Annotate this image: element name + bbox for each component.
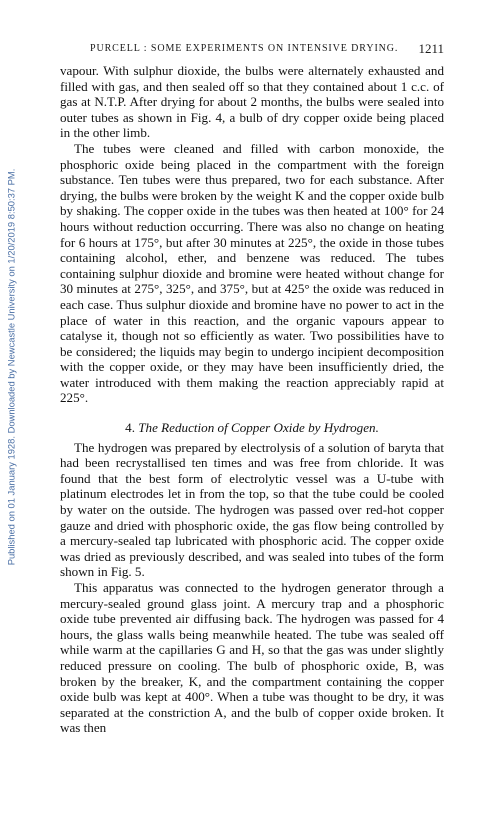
article-body bbox=[60, 63, 444, 736]
paragraph: This apparatus was connected to the hydrogen generator through a mercury-sealed ground glass joint. A mercury trap and a phosphoric oxide tube prevented air diffusing back. The hydrogen was passed for 4 hours, the glass walls being meanwhile heated. The tube was sealed off while warm at the capillaries G and H, so that the gas was under slightly reduced pressure on cooling. The bulb of phosphoric oxide, B, was broken by the breaker, K, and the compartment containing the copper oxide bulb was kept at 400°. When a tube was thought to be dry, it was separated at the constriction A, and the bulb of copper oxide broken. It was then bbox=[60, 580, 444, 736]
section-title: The Reduction of Copper Oxide by Hydrogen. bbox=[138, 420, 379, 436]
section-heading bbox=[60, 420, 444, 436]
paragraph: The tubes were cleaned and filled with carbon monoxide, the phosphoric oxide being placed in the compartment with the foreign substance. Ten tubes were thus prepared, two for each substance. After drying, the bulbs were broken by the weight K and the copper oxide bulb by shaking. The copper oxide in the tubes was then heated at 100° for 24 hours without reduction occurring. There was also no change on heating for 6 hours at 175°, but after 30 minutes at 225°, the oxide in those tubes containing alcohol, ether, and benzene was reduced. The tubes containing sulphur dioxide and bromine were heated without change for 30 minutes at 275°, 325°, and 375°, but at 425° the oxide was reduced in each case. Thus sulphur dioxide and bromine have no power to act in the place of water in this reaction, and the organic vapours appear to catalyse it, though not so efficiently as water. Two possibilities have to be considered; the liquids may begin to undergo incipient decomposition with the copper oxide, or they may have been insufficiently dried, the water introduced with them making the reaction appreciably rapid at 225°. bbox=[60, 140, 444, 406]
paragraph: The hydrogen was prepared by electrolysis of a solution of baryta that had been recrystallised ten times and was free from chloride. It was found that the best form of electrolytic vessel was a U-tube with platinum electrodes let in from the top, so that the tube could be cooled by water on the outside. The hydrogen was passed over red-hot copper gauze and dried with phosphoric oxide, the gas flow being controlled by a mercury-sealed tap lubricated with phosphoric acid. The copper oxide was dried as previously described, and was sealed into tubes of the form shown in Fig. 5. bbox=[60, 439, 444, 580]
download-watermark bbox=[3, 95, 19, 640]
page-header bbox=[60, 41, 444, 57]
running-head: PURCELL : SOME EXPERIMENTS ON INTENSIVE DRYING. bbox=[90, 43, 399, 54]
download-watermark-text: Published on 01 January 1928. Downloaded by Newcastle University on 1/20/2019 8:50:37 PM. bbox=[5, 168, 17, 566]
paragraph: vapour. With sulphur dioxide, the bulbs were alternately exhausted and filled with gas, and then sealed off so that they contained about 1 c.c. of gas at N.T.P. After drying for about 2 months, the bulbs were sealed into outer tubes as shown in Fig. 4, a bulb of dry copper oxide being placed in the other limb. bbox=[60, 63, 444, 141]
section-number: 4. bbox=[125, 420, 135, 436]
page-number: 1211 bbox=[418, 41, 444, 56]
